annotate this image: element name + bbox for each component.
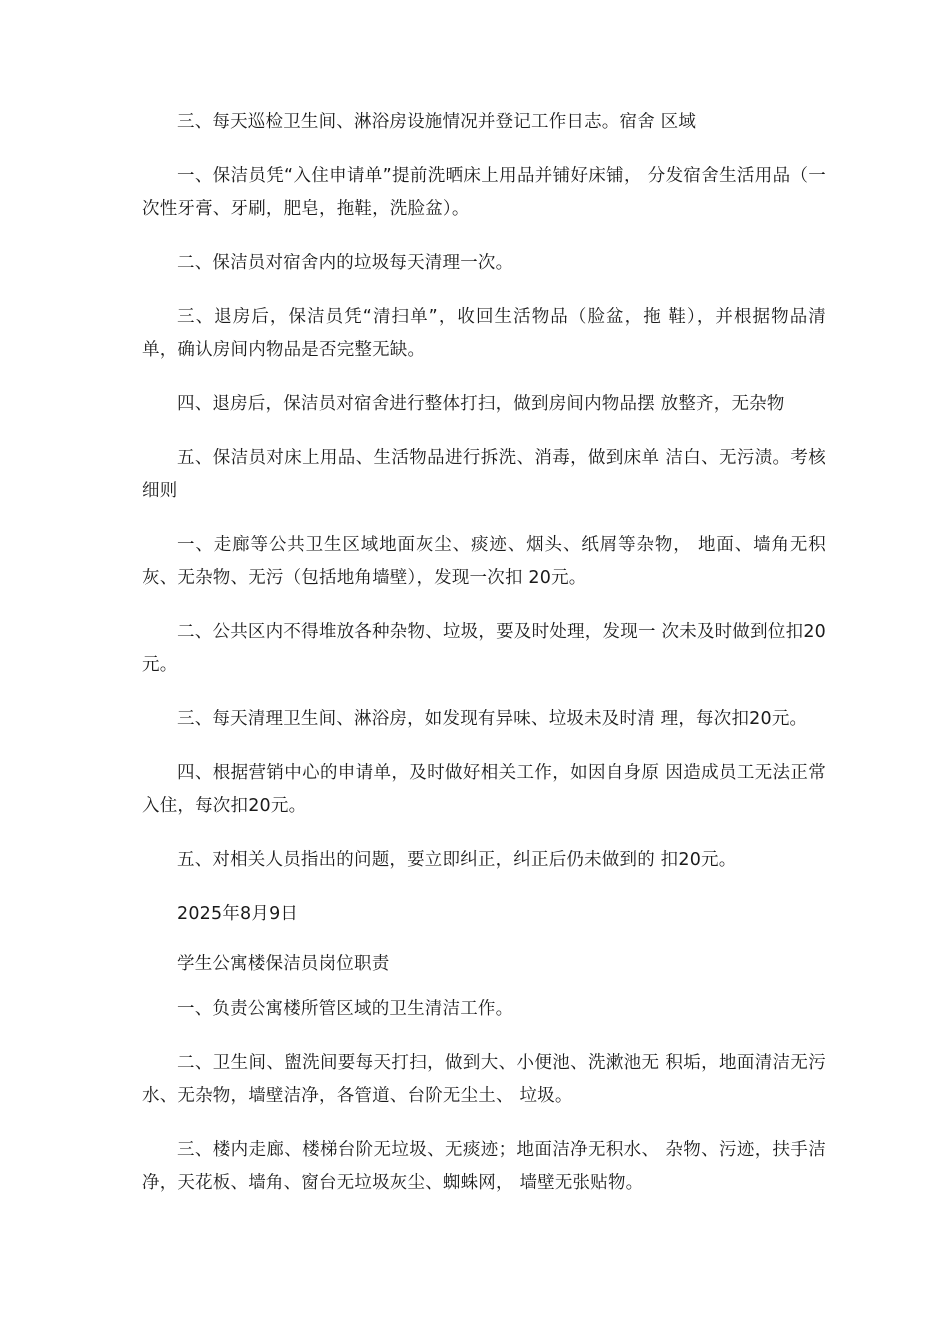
paragraph-bedding-wash: 五、保洁员对床上用品、生活物品进行拆洗、消毒，做到床单 洁白、无污渍。考核细则 — [142, 448, 826, 501]
paragraph-inspection-log: 三、每天巡检卫生间、淋浴房设施情况并登记工作日志。宿舍 区域 — [177, 112, 697, 132]
paragraph-rule-public-area: 二、公共区内不得堆放各种杂物、垃圾，要及时处理，发现一 次未及时做到位扣20元。 — [142, 622, 826, 675]
paragraph-checkout-collect: 三、退房后，保洁员凭“清扫单”，收回生活物品（脸盆，拖 鞋），并根据物品清单，确认房间内物品是否完整无缺。 — [142, 307, 826, 360]
paragraph-duty-corridor: 三、楼内走廊、楼梯台阶无垃圾、无痰迹；地面洁净无积水、 杂物、污迹，扶手洁净，天花板、墙角、窗台无垃圾灰尘、蜘蛛网， 墙壁无张贴物。 — [142, 1140, 826, 1193]
document-date: 2025年8月9日 — [177, 904, 299, 924]
paragraph-rule-restroom: 三、每天清理卫生间、淋浴房，如发现有异味、垃圾未及时清 理，每次扣20元。 — [177, 709, 808, 729]
paragraph-dorm-garbage: 二、保洁员对宿舍内的垃圾每天清理一次。 — [177, 253, 514, 273]
section-title: 学生公寓楼保洁员岗位职责 — [177, 954, 390, 974]
paragraph-rule-corridor: 一、走廊等公共卫生区域地面灰尘、痰迹、烟头、纸屑等杂物， 地面、墙角无积灰、无杂物、无污（包括地角墙壁），发现一次扣 20元。 — [142, 535, 826, 588]
paragraph-rule-correction: 五、对相关人员指出的问题，要立即纠正，纠正后仍未做到的 扣20元。 — [177, 850, 737, 870]
paragraph-dorm-bedding: 一、保洁员凭“入住申请单”提前洗晒床上用品并铺好床铺， 分发宿舍生活用品（一次性牙膏、牙刷，肥皂，拖鞋，洗脸盆）。 — [142, 166, 826, 219]
paragraph-checkout-clean: 四、退房后，保洁员对宿舍进行整体打扫，做到房间内物品摆 放整齐，无杂物 — [177, 394, 785, 414]
paragraph-duty-area: 一、负责公寓楼所管区域的卫生清洁工作。 — [177, 999, 514, 1019]
document-body — [142, 106, 826, 1200]
paragraph-duty-restroom: 二、卫生间、盥洗间要每天打扫，做到大、小便池、洗漱池无 积垢，地面清洁无污水、无杂物，墙壁洁净，各管道、台阶无尘土、 垃圾。 — [142, 1053, 826, 1106]
paragraph-rule-application: 四、根据营销中心的申请单，及时做好相关工作，如因自身原 因造成员工无法正常入住，每次扣20元。 — [142, 763, 826, 816]
